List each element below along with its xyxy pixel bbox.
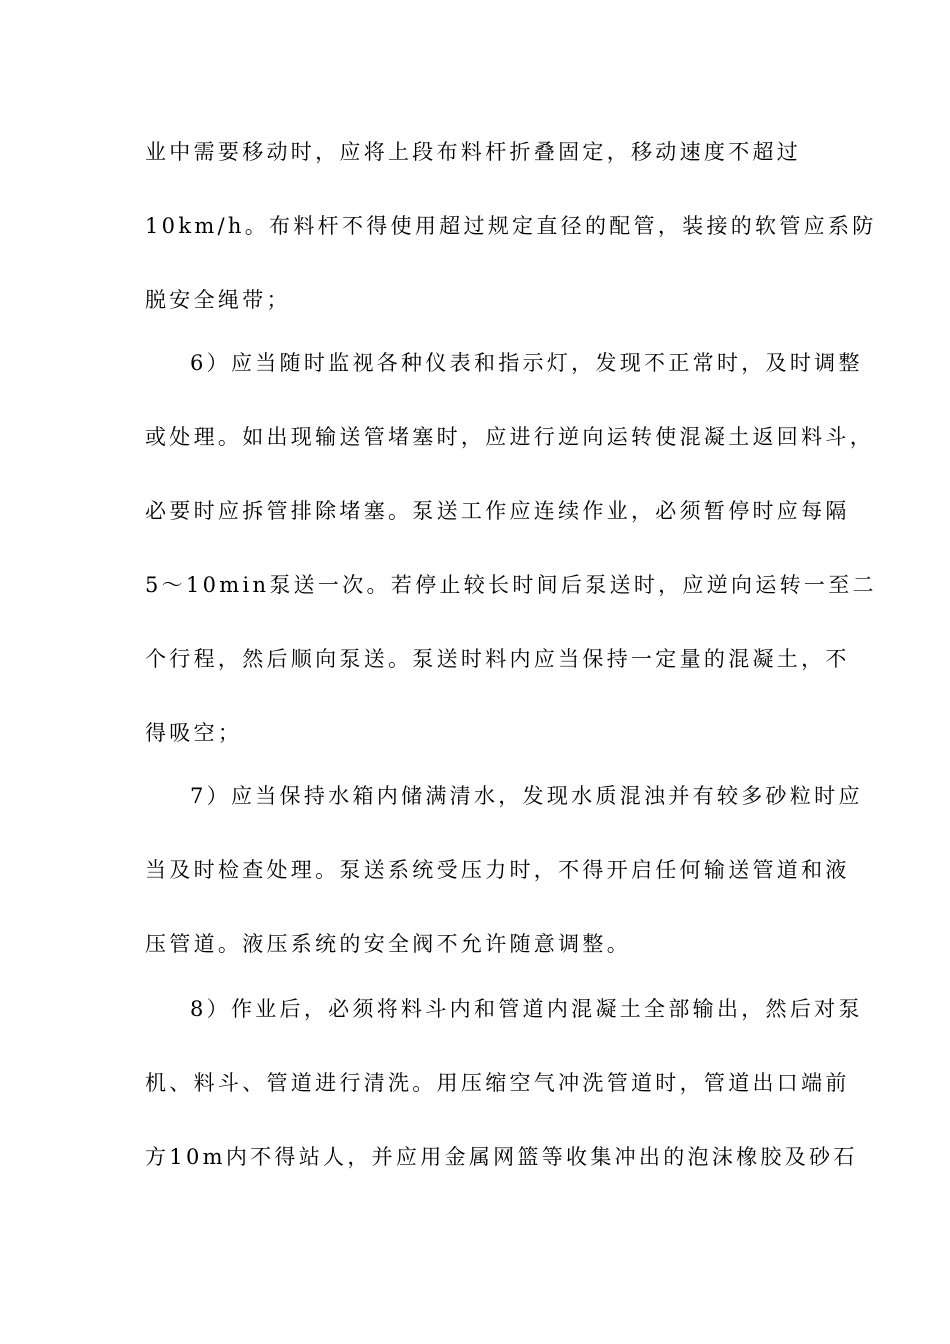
text-line: 机、料斗、管道进行清洗。用压缩空气冲洗管道时，管道出口端前 <box>145 1071 850 1095</box>
text-line: 业中需要移动时，应将上段布料杆折叠固定，移动速度不超过 <box>145 140 802 164</box>
text-line: 或处理。如出现输送管堵塞时，应进行逆向运转使混凝土返回料斗， <box>145 425 874 449</box>
text-line: 5～10min泵送一次。若停止较长时间后泵送时，应逆向运转一至二 <box>145 573 877 597</box>
text-line: 个行程，然后顺向泵送。泵送时料内应当保持一定量的混凝土，不 <box>145 647 850 671</box>
text-line: 当及时检查处理。泵送系统受压力时，不得开启任何输送管道和液 <box>145 858 850 882</box>
text-line: 得吸空； <box>145 721 243 745</box>
text-line: 必要时应拆管排除堵塞。泵送工作应连续作业，必须暂停时应每隔 <box>145 499 850 523</box>
paragraph-6-first-line: 6）应当随时监视各种仪表和指示灯，发现不正常时，及时调整 <box>190 351 863 375</box>
text-line: 压管道。液压系统的安全阀不允许随意调整。 <box>145 932 631 956</box>
text-line: 方10m内不得站人，并应用金属网篮等收集冲出的泡沫橡胶及砂石 <box>145 1145 858 1169</box>
paragraph-8-first-line: 8）作业后，必须将料斗内和管道内混凝土全部输出，然后对泵 <box>190 997 863 1021</box>
text-line: 10km/h。布料杆不得使用超过规定直径的配管，装接的软管应系防 <box>145 214 877 238</box>
paragraph-7-first-line: 7）应当保持水箱内储满清水，发现水质混浊并有较多砂粒时应 <box>190 784 863 808</box>
text-line: 脱安全绳带； <box>145 288 291 312</box>
